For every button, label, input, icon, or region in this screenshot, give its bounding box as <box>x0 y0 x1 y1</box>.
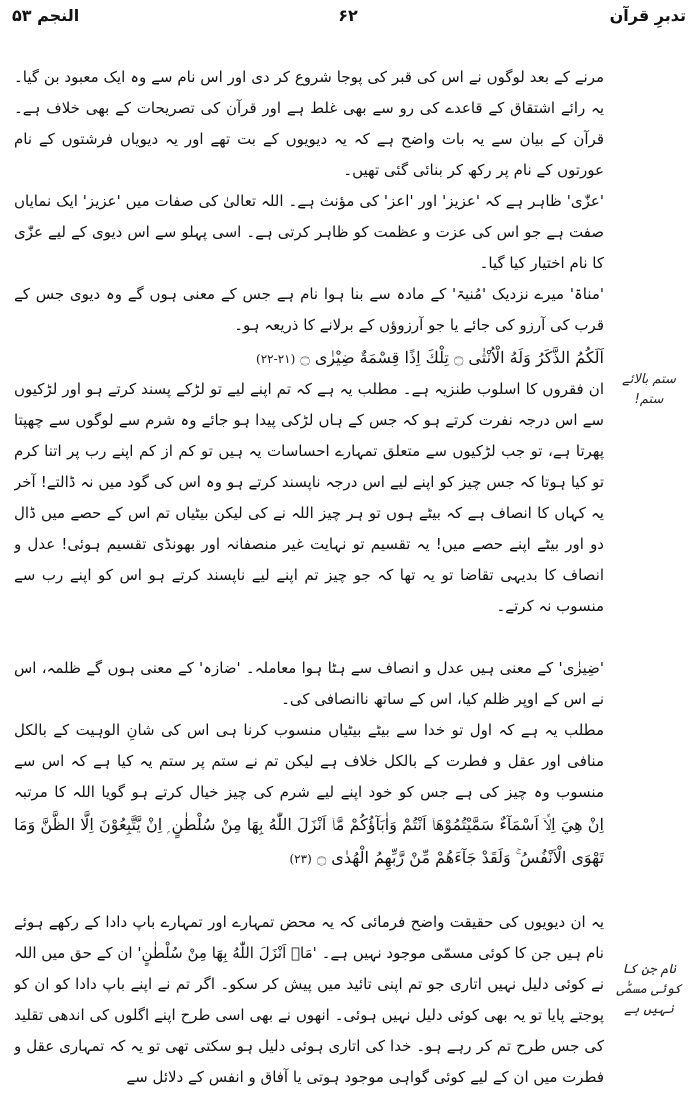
quran-verse-2 <box>14 808 604 907</box>
margin-note-1: ستم بالائے ستم! <box>622 372 676 407</box>
paragraph-5: 'ضِیزٰی' کے معنی ہیں عدل و انصاف سے ہٹا ہوا معاملہ۔ 'ضازہ' کے معنی ہوں گے ظلمہ، اس نے اس کے اوپر ظلم کیا، اس کے ساتھ ناانصافی کی۔ <box>14 659 604 708</box>
verse-text: اَلَكُمُ الذَّكَرُ وَلَهُ الْاُنْثٰى ۝ تِلْكَ اِذًا قِسْمَةٌ ضِيْزٰى ۝ <box>300 348 604 367</box>
book-title: تدبرِ قرآن <box>609 6 686 25</box>
page-number: ۶۲ <box>338 6 358 25</box>
paragraph-7: یہ ان دیویوں کی حقیقت واضح فرمائی کہ یہ محض تمہارے اور تمہارے باپ دادا کے رکھے ہوئے نام ہیں جن کا کوئی مسمّی موجود نہیں ہے۔ 'مَاۤ اَنْزَلَ اللّٰهُ بِهَا مِنْ سُلْطٰنٍ' ان کے حق میں اللہ نے کوئی دلیل نہیں اتاری جو تم اپنی تائید میں پیش کر سکو۔ اگر تم نے اپنے باپ دادا کو ان کو پوجتے پایا تو یہ بھی کوئی دلیل نہیں ہوئی۔ انھوں نے بھی اسی طرح اپنے اگلوں کی اندھی تقلید کی جس طرح تم کر رہے ہو۔ خدا کی اتاری ہوئی دلیل ہو سکتی تھی تو یہ کہ تمہاری عقل و فطرت میں ان کے لیے کوئی گواہی موجود ہوتی یا آفاق و انفس کے دلائل سے <box>14 913 604 1086</box>
surah-name: النجم ۵۳ <box>12 6 80 25</box>
verse-reference: (۲۳) <box>289 852 312 866</box>
margin-note-2: نام جن کا کوئی مسمّٰی نہیں ہے <box>616 962 682 1017</box>
paragraph-6: مطلب یہ ہے کہ اول تو خدا سے بیٹے بیٹیاں منسوب کرنا ہی اس کی شانِ الوہیت کے بالکل منافی اور عقل و فطرت کے بالکل خلاف ہے لیکن تم نے ستم پر ستم یہ کیا ہے کہ اس سے منسوب وہ چیز کی ہے جس کو خود اپنے لیے شرم کی چیز خیال کرتے ہو گویا اللہ کا مرتبہ <box>14 721 604 801</box>
paragraph-4: ان فقروں کا اسلوب طنزیہ ہے۔ مطلب یہ ہے کہ تم اپنے لیے تو لڑکے پسند کرتے ہو اور لڑکیوں سے اس درجہ نفرت کرتے ہو کہ جس کے ہاں لڑکی پیدا ہو جائے وہ شرم سے لوگوں سے چھپتا پھرتا ہے، تو جب لڑکیوں سے متعلق تمہارے احساسات یہ ہیں تو کم از کم اپنے رب پر اتنا کرم تو کیا ہوتا کہ جس چیز کو اپنے لیے اس درجہ ناپسند کرتے ہو وہ اس کی گود میں نہ ڈالتے! آخر یہ کہاں کا انصاف ہے کہ بیٹے ہوں تو ہر چیز اللہ نے کی لیکن بیٹیاں تم اس کے حصے میں ڈال دو اور بیٹے اپنے حصے میں! یہ تقسیم تو نہایت غیر منصفانہ اور بھونڈی تقسیم ہوئی! عدل و انصاف کا بدیہی تقاضا تو یہ تھا کہ جو چیز تم اپنے لیے ناپسند کرتے ہو اس کو اپنے رب سے منسوب نہ کرتے۔ <box>14 380 604 615</box>
verse-text: اِنْ هِيَ اِلَّاۤ اَسْمَآءٌ سَمَّيْتُمُوْهَاۤ اَنْتُمْ وَاٰبَآؤُكُمْ مَّاۤ اَنْزَلَ اللّٰهُ بِهَا مِنْ سُلْطٰنٍ ۭ اِنْ يَّتَّبِعُوْنَ اِلَّا الظَّنَّ وَمَا تَهْوَى الْاَنْفُسُ ۚ وَلَقَدْ جَآءَهُمْ مِّنْ رَّبِّهِمُ الْهُدٰى ۝ <box>14 815 604 867</box>
quran-verse-1 <box>14 341 604 374</box>
paragraph-1: مرنے کے بعد لوگوں نے اس کی قبر کی پوجا شروع کر دی اور اس نام سے وہ ایک معبود بن گیا۔ یہ رائے اشتقاق کے قاعدے کی رو سے بھی غلط ہے اور قرآن کی تصریحات کے بھی خلاف ہے۔ قرآن کے بیان سے یہ بات واضح ہے کہ یہ دیویوں کے بت تھے اور یہ دیویاں فرشتوں کے نام عورتوں کے نام پر رکھ کر بنائی گئی تھیں۔ <box>14 68 604 179</box>
verse-reference: (۲۱-۲۲) <box>256 352 296 366</box>
paragraph-2: 'عزّٰی' ظاہر ہے کہ 'عزیز' اور 'اعز' کی مؤنث ہے۔ اللہ تعالیٰ کی صفات میں 'عزیز' ایک نمایاں صفت ہے جو اس کی عزت و عظمت کو ظاہر کرتی ہے۔ اسی پہلو سے اس دیوی کے لیے عزّٰی کا نام اختیار کیا گیا۔ <box>14 192 604 272</box>
paragraph-3: 'مناۃ' میرے نزدیک 'مُنیۃ' کے مادہ سے بنا ہوا نام ہے جس کے معنی ہوں گے وہ دیوی جس کے قرب کی آرزو کی جائے یا جو آرزوؤں کے برلانے کا ذریعہ ہو۔ <box>14 285 604 334</box>
